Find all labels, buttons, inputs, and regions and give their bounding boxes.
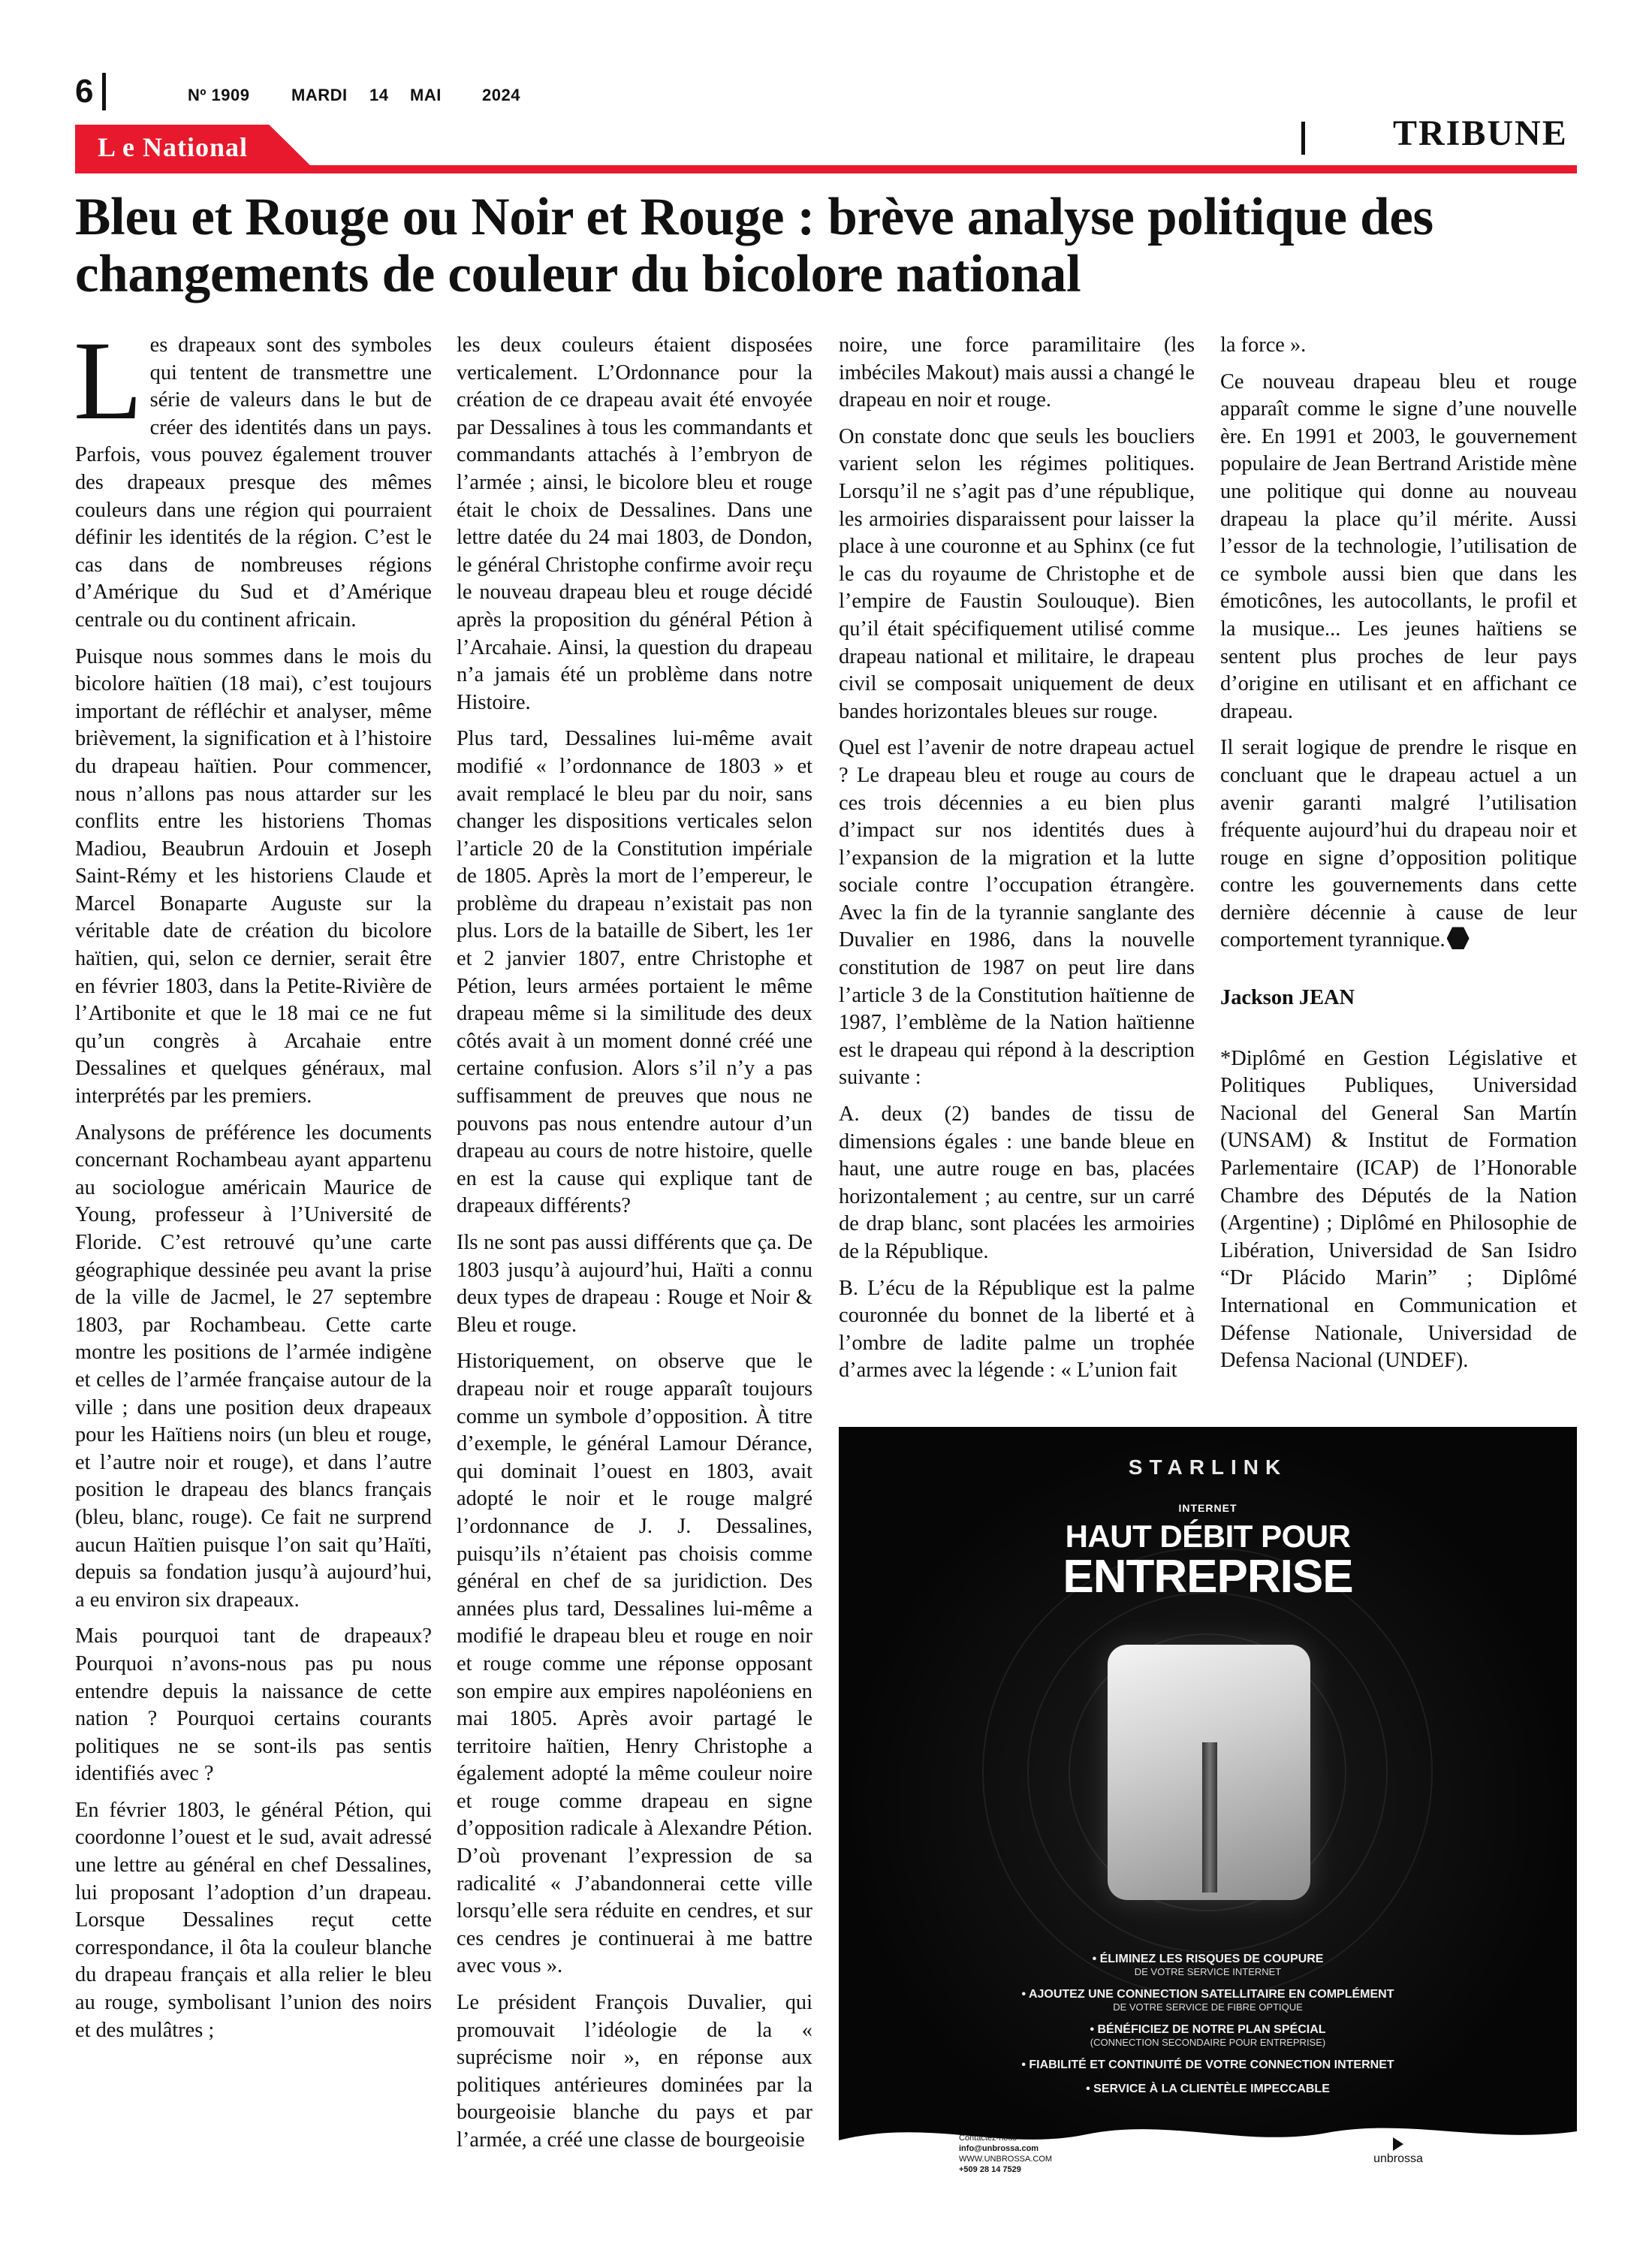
ad-kicker: INTERNET <box>1178 1502 1237 1514</box>
ad-headline-line-1: HAUT DÉBIT POUR <box>1065 1519 1351 1554</box>
ad-bullet-line-2: (CONNECTION SECONDAIRE POUR ENTREPRISE) <box>1090 2037 1326 2048</box>
ad-contact-label: Contactez-nous <box>959 2134 1017 2143</box>
paragraph <box>1220 734 1577 955</box>
paragraph: A. deux (2) bandes de tissu de dimensions égales : une bande bleue en haut, une autre rouge en bas, placées horizontalement ; au centre, sur un carré de drap blanc, sont placées les armoiries de la République. <box>839 1102 1195 1263</box>
ad-bullet-line-1: • FIABILITÉ ET CONTINUITÉ DE VOTRE CONNECTION INTERNET <box>1021 2058 1394 2071</box>
ad-email[interactable]: info@unbrossa.com <box>959 2144 1039 2153</box>
ad-bullet <box>839 1953 1577 1977</box>
issue-year: 2024 <box>482 86 520 104</box>
paragraph: Le président François Duvalier, qui promouvait l’idéologie de la « suprécisme noir », en réponse aux politiques antérieures dominées par la bourgeoisie blanche du pays et par l’armée, a créé une classe de bourgeoisie <box>457 1991 812 2152</box>
author-name: Jackson JEAN <box>1220 986 1355 1010</box>
paragraph: Ce nouveau drapeau bleu et rouge apparaît comme le signe d’une nouvelle ère. En 1991 et 2003, le gouvernement populaire de Jean Bertrand Aristide mène une politique qui donne au nouveau drapeau la place qu’il mérite. Aussi l’essor de la technologie, l’utilisation de ce symbole aussi bien que dans les émoticônes, les autocollants, le profil et la musique... Les jeunes haïtiens se sentent plus proches de leur pays d’origine en utilisant et en affichant ce drapeau. <box>1220 369 1577 723</box>
paragraph: Mais pourquoi tant de drapeaux? Pourquoi n’avons-nous pas pu nous entendre depuis la naissance de cette nation ? Pourquoi certains courants politiques ne se sont-ils pas sentis identifiés avec ? <box>75 1624 432 1786</box>
article-column-3 <box>839 332 1195 1394</box>
ad-bullet-line-1: • ÉLIMINEZ LES RISQUES DE COUPURE <box>1092 1953 1324 1965</box>
drop-cap: L <box>74 318 143 443</box>
ad-logo-text: unbrossa <box>1373 2152 1423 2165</box>
ad-bullet <box>839 2023 1577 2048</box>
end-mark-icon <box>1447 927 1470 949</box>
article-column-2 <box>457 332 812 2164</box>
paragraph: Plus tard, Dessalines lui-même avait modifié « l’ordonnance de 1803 » et avait remplacé le bleu par du noir, sans changer les dispositions verticales selon l’article 20 de la Constitution impériale de 1805. Après la mort de l’empereur, le problème du drapeau n’existait pas non plus. Lors de la bataille de Sibert, les 1er et 2 janvier 1807, entre Christophe et Pétion, leurs armées portaient le même drapeau même si la similitude des deux côtés avait à un moment donné créé une certaine confusion. Alors s’il n’y a pas suffisamment de preuves que nous ne pouvons pas nous entendre autour d’un drapeau au cours de notre histoire, quelle en est la cause qui explique tant de drapeaux différents? <box>457 727 812 1218</box>
masthead-name: L e National <box>98 132 249 162</box>
unbrossa-logo <box>1364 2137 1432 2166</box>
ad-brand: STARLINK <box>1128 1455 1288 1479</box>
issue-number: Nº 1909 <box>188 86 250 104</box>
issue-weekday: MARDI <box>291 86 348 104</box>
paragraph: B. L’écu de la République est la palme couronnée du bonnet de la liberté et à l’ombre de ladite palme un trophée d’armes avec la légende : « L’union fait <box>839 1276 1195 1383</box>
paragraph: Quel est l’avenir de notre drapeau actuel ? Le drapeau bleu et rouge au cours de ces trois décennies a eu bien plus d’impact sur nos identités dues à l’expansion de la migration et la lutte sociale contre l’occupation étrangère. Avec la fin de la tyrannie sanglante des Duvalier en 1986, dans la nouvelle constitution de 1987 on peut lire dans l’article 3 de la Constitution haïtienne de 1987, l’emblème de la Nation haïtienne est le drapeau qui répond à la description suivante : <box>839 736 1195 1090</box>
ad-bullet-list <box>839 1953 1577 2107</box>
ad-bullet-line-2: DE VOTRE SERVICE INTERNET <box>1134 1966 1282 1977</box>
article-column-1 <box>74 318 432 2053</box>
paragraph: Historiquement, on observe que le drapeau noir et rouge apparaît toujours comme un symbole d’opposition. À titre d’exemple, le général Lamour Dérance, qui dominait l’ouest en 1803, avait adopté le noir et le rouge malgré l’ordonnance de J. J. Dessalines, puisqu’ils n’étaient pas choisis comme général en chef de sa juridiction. Des années plus tard, Dessalines lui-même a modifié le drapeau bleu et rouge en noir et rouge comme une réponse opposant son empire aux empires napoléoniens en mai 1805. Après avoir partagé le territoire haïtien, Henry Christophe a également adopté la même couleur noire et rouge comme drapeau en signe d’opposition radicale à Alexandre Pétion. D’où provenant l’expression de sa radicalité « J’abandonnerai cette ville lorsqu’elle sera réduite en cendres, et sur ces cendres je continuerai à me battre avec vous ». <box>457 1350 812 1978</box>
ad-bullet <box>839 2083 1577 2096</box>
ad-footer-wave <box>839 2118 1577 2178</box>
ad-bullet-line-1: • AJOUTEZ UNE CONNECTION SATELLITAIRE EN COMPLÉMENT <box>1021 1988 1394 2001</box>
ad-website[interactable]: WWW.UNBROSSA.COM <box>959 2155 1053 2164</box>
paragraph-text: es drapeaux sont des symboles qui tentent de transmettre une série de valeurs dans le but de créer des identités dans un pays. Parfois, vous pouvez également trouver des drapeaux presque des mêmes couleurs dans une région qui pourraient définir les identités de la région. C’est le cas dans de nombreuses régions d’Amérique du Sud et d’Amérique centrale ou du continent africain. <box>75 333 432 632</box>
ad-phone: +509 28 14 7529 <box>959 2165 1021 2174</box>
section-divider <box>1301 122 1305 155</box>
article-title: Bleu et Rouge ou Noir et Rouge : brève analyse politique des changements de couleur du bicolore national <box>75 188 1433 303</box>
page-number: 6 <box>75 73 94 110</box>
paragraph: la force ». <box>1220 333 1307 357</box>
section-name: TRIBUNE <box>1393 113 1568 153</box>
author-bio: *Diplômé en Gestion Législative et Politiques Publiques, Universidad Nacional del General San Martín (UNSAM) & Institut de Formation Parlementaire (ICAP) de l’Honorable Chambre des Députés de la Nation (Argentine) ; Diplômé en Philosophie de Libération, Universidad de San Isidro “Dr Plácido Marin” ; Diplômé International en Communication et Défense Nationale, Universidad de Defensa Nacional (UNDEF). <box>1220 1046 1577 1373</box>
issue-month: MAI <box>410 86 442 104</box>
starlink-advertisement[interactable] <box>839 1427 1577 2178</box>
paragraph: noire, une force paramilitaire (les imbéciles Makout) mais aussi a changé le drapeau en noir et rouge. <box>839 333 1195 412</box>
paragraph: En février 1803, le général Pétion, qui coordonne l’ouest et le sud, avait adressé une lettre au général en chef Dessalines, lui proposant l’adoption d’un drapeau. Lorsque Dessalines reçut cette correspondance, il ôta la couleur blanche du drapeau français et alla relier le bleu au rouge, symbolisant l’union des noirs et des mulâtres ; <box>75 1798 432 2042</box>
ad-bullet <box>839 1988 1577 2013</box>
ad-contact-block <box>959 2133 1052 2175</box>
paragraph: Puisque nous sommes dans le mois du bicolore haïtien (18 mai), c’est toujours important de réfléchir et analyser, même brièvement, la signification et à l’histoire du drapeau haïtien. Pour commencer, nous n’allons pas nous attarder sur les conflits entre les historiens Thomas Madiou, Beaubrun Ardouin et Joseph Saint-Rémy et les historiens Claude et Marcel Bonaparte Auguste sur la véritable date de création du bicolore haïtien, qui, selon ce dernier, serait être en février 1803, dans la Petite-Rivière de l’Artibonite et que le 18 mai ce ne fut qu’un congrès à Arcahaie entre Dessalines et quelques généraux, mal interprétés par les premiers. <box>75 644 432 1108</box>
paragraph: les deux couleurs étaient disposées verticalement. L’Ordonnance pour la création de ce drapeau avait été envoyée par Dessalines à tous les commandants et commandants attachés à l’embryon de l’armée ; ainsi, le bicolore bleu et rouge était le choix de Dessalines. Dans une lettre datée du 24 mai 1803, de Dondon, le général Christophe confirme avoir reçu le nouveau drapeau bleu et rouge décidé après la proposition du général Pétion à l’Arcahaie. Ainsi, la question du drapeau n’a jamais été un problème dans notre Histoire. <box>457 333 812 714</box>
paragraph: On constate donc que seuls les boucliers varient selon les régimes politiques. Lorsqu’il ne s’agit pas d’une république, les armoiries disparaissent pour laisser la place à une couronne et au Sphinx (ce fut le cas du royaume de Christophe et de l’empire de Faustin Soulouque). Bien qu’il était spécifiquement utilisé comme drapeau national et militaire, le drapeau civil se composait uniquement de deux bandes horizontales bleues sur rouge. <box>839 424 1195 723</box>
play-logo-icon <box>1393 2137 1403 2151</box>
ad-bullet <box>839 2058 1577 2072</box>
page-number-divider <box>102 73 106 110</box>
paragraph: Analysons de préférence les documents concernant Rochambeau ayant appartenu au sociologue américain Maurice de Young, professeur à l’Université de Floride. C’est retrouvé qu’une carte géographique dessinée peu avant la prise de la ville de Jacmel, le 27 septembre 1803, par Rochambeau. Cette carte montre les positions de l’armée indigène et celles de l’armée française autour de la ville ; dans une position deux drapeaux pour les Haïtiens noirs (un bleu et rouge, et l’autre noir et rouge), et dans l’autre position le drapeau des blancs français (bleu, blanc, rouge). Ce fait ne surprend aucun Haïtien puisque l’on sait qu’Haïti, depuis sa fondation jusqu’à aujourd’hui, a eu environ six drapeaux. <box>75 1120 432 1612</box>
paragraph <box>74 318 432 635</box>
issue-day: 14 <box>369 86 389 104</box>
paragraph: Ils ne sont pas aussi différents que ça. De 1803 jusqu’à aujourd’hui, Haïti a connu deux types de drapeau : Rouge et Noir & Bleu et rouge. <box>457 1231 812 1337</box>
ad-bullet-line-1: • SERVICE À LA CLIENTÈLE IMPECCABLE <box>1086 2083 1330 2095</box>
paragraph-text: Il serait logique de prendre le risque en concluant que le drapeau actuel a un avenir garanti malgré l’utilisation fréquente aujourd’hui du drapeau noir et rouge en signe d’opposition politique contre les gouvernements dans cette dernière décennie à cause de leur comportement tyrannique. <box>1220 736 1577 952</box>
article-column-4 <box>1220 332 1577 1384</box>
page-number-block <box>75 72 106 111</box>
ad-bullet-line-1: • BÉNÉFICIEZ DE NOTRE PLAN SPÉCIAL <box>1090 2023 1326 2036</box>
ad-headline-line-2: ENTREPRISE <box>1063 1551 1353 1603</box>
ad-bullet-line-2: DE VOTRE SERVICE DE FIBRE OPTIQUE <box>1113 2001 1303 2013</box>
dish-stand-image <box>1202 1742 1217 1893</box>
